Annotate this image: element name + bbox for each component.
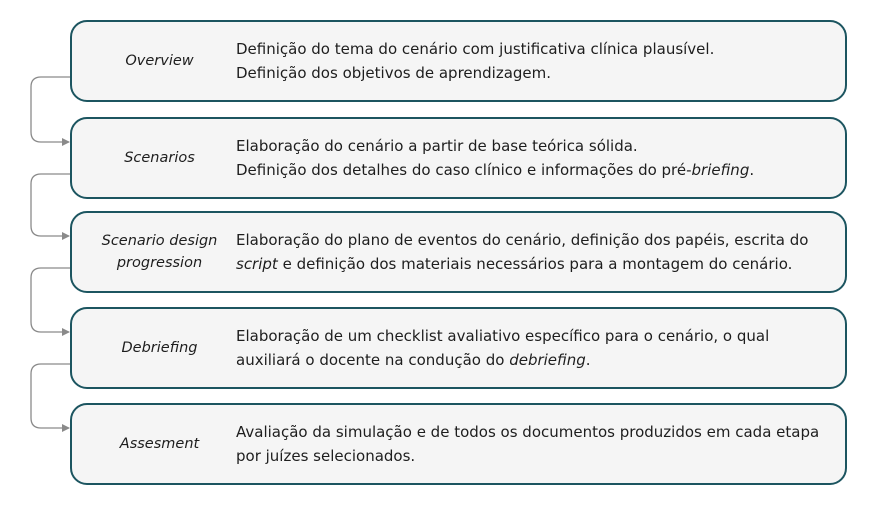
step-label-line: Assesment [119, 436, 200, 452]
description-line [236, 37, 829, 61]
text-segment: Elaboração de um checklist avaliativo específico para o cenário, o qual [236, 327, 770, 345]
description-line [236, 134, 829, 158]
italic-term: debriefing [509, 351, 586, 369]
description-line [236, 420, 829, 444]
step-label-line: Scenarios [124, 150, 195, 166]
step-label [72, 309, 247, 387]
step-label [72, 213, 247, 291]
description-line [236, 324, 829, 348]
text-segment: . [585, 351, 591, 369]
connector-arrow-3 [31, 268, 70, 332]
step-label-line: progression [116, 255, 203, 271]
italic-term: briefing [691, 161, 750, 179]
step-box-1 [70, 20, 847, 102]
step-label [72, 22, 247, 100]
step-description [236, 309, 829, 387]
text-segment: e definição dos materiais necessários para a montagem do cenário. [277, 255, 793, 273]
step-box-3 [70, 211, 847, 293]
connector-arrow-1 [31, 77, 70, 142]
description-line [236, 61, 829, 85]
description-line [236, 158, 829, 182]
description-line [236, 444, 829, 468]
step-label-line: Scenario design [101, 233, 218, 249]
connector-arrow-2 [31, 174, 70, 236]
text-segment: Definição dos detalhes do caso clínico e informações do pré- [236, 161, 692, 179]
text-segment: . [749, 161, 755, 179]
step-description [236, 213, 829, 291]
text-segment: Elaboração do cenário a partir de base teórica sólida. [236, 137, 638, 155]
connector-arrow-4 [31, 364, 70, 428]
step-label [72, 405, 247, 483]
step-description [236, 405, 829, 483]
step-label-line: Overview [125, 53, 194, 69]
step-box-4 [70, 307, 847, 389]
text-segment: Avaliação da simulação e de todos os documentos produzidos em cada etapa [236, 423, 820, 441]
text-segment: por juízes selecionados. [236, 447, 416, 465]
text-segment: auxiliará o docente na condução do [236, 351, 510, 369]
step-box-5 [70, 403, 847, 485]
step-label [72, 119, 247, 197]
text-segment: Definição do tema do cenário com justificativa clínica plausível. [236, 40, 715, 58]
description-line [236, 252, 829, 276]
step-box-2 [70, 117, 847, 199]
text-segment: Elaboração do plano de eventos do cenário, definição dos papéis, escrita do [236, 231, 809, 249]
description-line [236, 348, 829, 372]
description-line [236, 228, 829, 252]
italic-term: script [236, 255, 278, 273]
text-segment: Definição dos objetivos de aprendizagem. [236, 64, 552, 82]
step-description [236, 119, 829, 197]
step-label-line: Debriefing [121, 340, 198, 356]
step-description [236, 22, 829, 100]
